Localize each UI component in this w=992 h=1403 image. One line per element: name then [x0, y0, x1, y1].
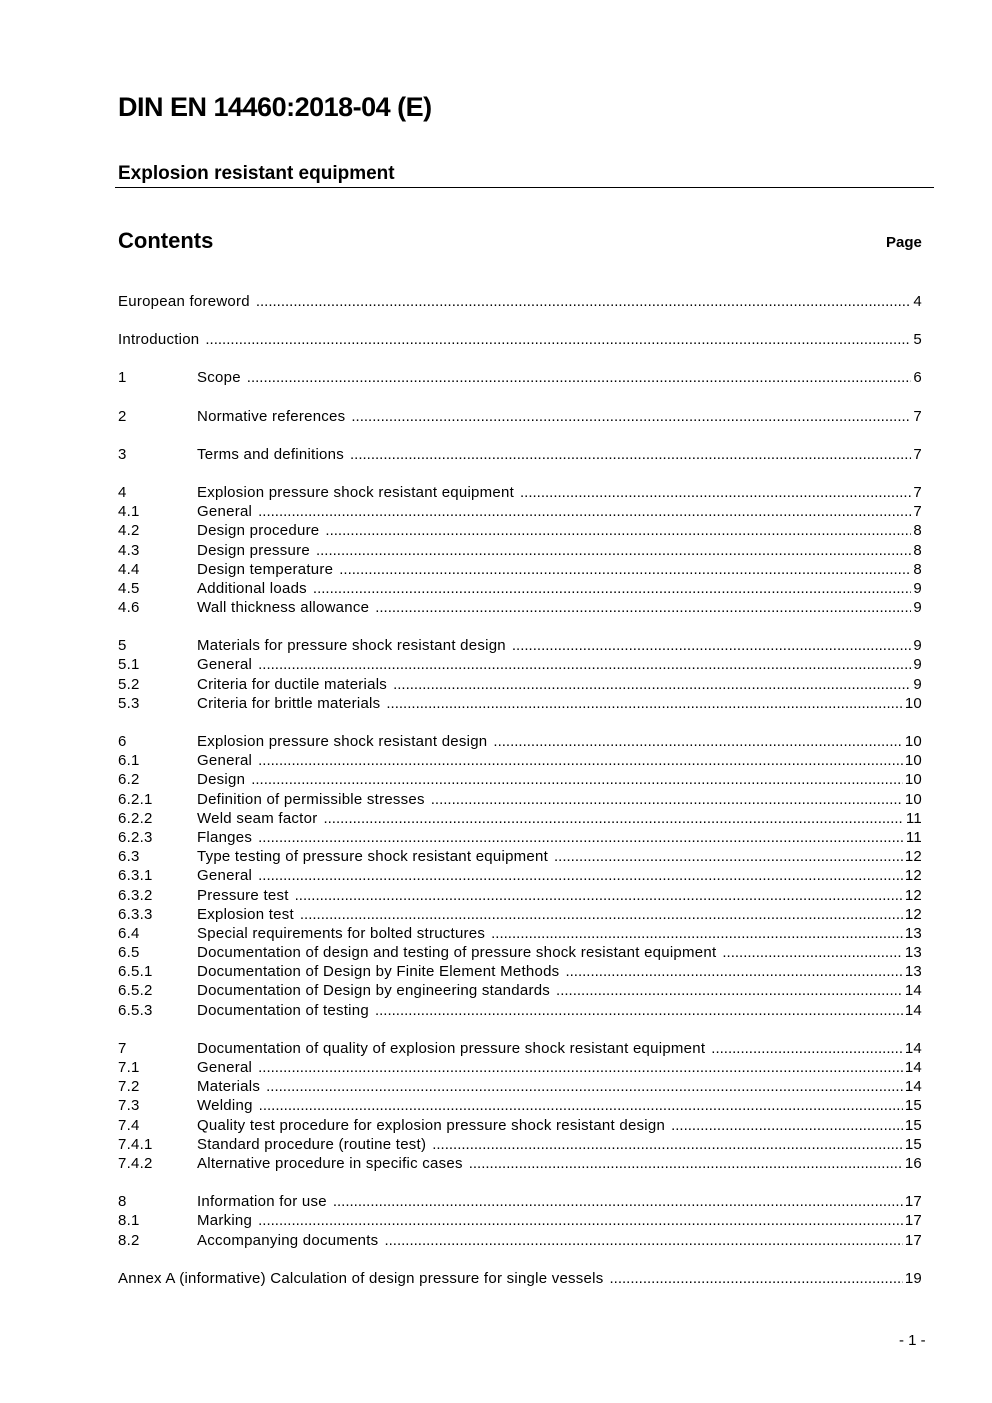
toc-dot-leader	[259, 1096, 903, 1115]
toc-entry[interactable]	[118, 502, 922, 521]
toc-entry-title: Terms and definitions	[197, 445, 344, 463]
toc-dot-leader	[333, 1192, 903, 1211]
toc-entry-number: 7.4	[118, 1116, 140, 1134]
toc-group	[118, 1269, 922, 1288]
toc-entry-number: 8.2	[118, 1231, 140, 1249]
toc-entry-number: 4.2	[118, 522, 140, 540]
toc-entry-page: 13	[904, 924, 922, 942]
contents-heading: Contents	[118, 228, 214, 253]
toc-entry-title: Documentation of Design by Finite Element Methods	[197, 963, 560, 981]
toc-dot-leader	[313, 579, 911, 598]
toc-dot-leader	[609, 1269, 902, 1288]
toc-entry[interactable]	[118, 483, 922, 502]
toc-entry[interactable]	[118, 809, 922, 828]
toc-entry[interactable]	[118, 1154, 922, 1173]
toc-entry-title: General	[197, 656, 253, 674]
toc-entry-title: Standard procedure (routine test)	[197, 1135, 427, 1153]
toc-dot-leader	[323, 809, 903, 828]
toc-group	[118, 732, 922, 1020]
toc-entry-page: 10	[904, 771, 922, 789]
toc-entry-number: 4	[118, 483, 127, 501]
toc-dot-leader	[316, 541, 911, 560]
toc-entry-number: 5.2	[118, 675, 140, 693]
title-divider	[115, 187, 934, 188]
toc-group	[118, 407, 922, 426]
toc-entry-number: 4.1	[118, 503, 140, 521]
toc-entry[interactable]	[118, 579, 922, 598]
toc-entry[interactable]	[118, 1116, 922, 1135]
toc-entry[interactable]	[118, 1135, 922, 1154]
toc-entry[interactable]	[118, 1192, 922, 1211]
toc-entry-number: 6.2.1	[118, 790, 153, 808]
toc-entry[interactable]	[118, 694, 922, 713]
toc-entry-title: Documentation of testing	[197, 1001, 369, 1019]
toc-dot-leader	[205, 330, 911, 349]
toc-entry-title: Design pressure	[197, 541, 310, 559]
toc-entry-page: 10	[904, 694, 922, 712]
toc-entry-number: 6.2	[118, 771, 140, 789]
toc-entry-page: 14	[904, 1001, 922, 1019]
toc-entry[interactable]	[118, 445, 922, 464]
toc-entry-page: 9	[913, 656, 922, 674]
toc-entry-title: Documentation of Design by engineering standards	[197, 982, 551, 1000]
toc-entry-title: Type testing of pressure shock resistant equipment	[197, 848, 549, 866]
toc-dot-leader	[375, 1001, 903, 1020]
toc-entry[interactable]	[118, 828, 922, 847]
toc-dot-leader	[247, 368, 912, 387]
toc-entry-page: 10	[904, 790, 922, 808]
toc-entry-number: 5.3	[118, 694, 140, 712]
toc-entry-title: Explosion pressure shock resistant equipment	[197, 483, 514, 501]
toc-dot-leader	[300, 905, 903, 924]
toc-entry-title: Documentation of design and testing of pressure shock resistant equipment	[197, 944, 717, 962]
toc-entry-number: 5.1	[118, 656, 140, 674]
toc-dot-leader	[258, 828, 904, 847]
toc-group	[118, 368, 922, 387]
toc-entry-title: Materials for pressure shock resistant design	[197, 637, 506, 655]
toc-dot-leader	[432, 1135, 903, 1154]
toc-dot-leader	[386, 694, 902, 713]
toc-entry-page: 13	[904, 963, 922, 981]
toc-entry[interactable]	[118, 1269, 922, 1288]
toc-entry-number: 7.2	[118, 1078, 140, 1096]
toc-dot-leader	[384, 1231, 902, 1250]
toc-entry-title: Accompanying documents	[197, 1231, 379, 1249]
toc-entry-title: Design procedure	[197, 522, 320, 540]
toc-entry-number: 6.5.3	[118, 1001, 153, 1019]
toc-group	[118, 636, 922, 713]
toc-entry-page: 7	[913, 503, 922, 521]
toc-entry-number: 7.4.2	[118, 1154, 153, 1172]
toc-entry[interactable]	[118, 1077, 922, 1096]
toc-entry-title: Explosion pressure shock resistant design	[197, 733, 488, 750]
toc-entry-page: 6	[913, 369, 922, 387]
toc-entry[interactable]	[118, 1058, 922, 1077]
toc-entry-page: 12	[904, 848, 922, 866]
toc-dot-leader	[520, 483, 911, 502]
page-number: - 1 -	[899, 1332, 926, 1349]
toc-dot-leader	[258, 1211, 903, 1230]
toc-entry-page: 10	[904, 752, 922, 770]
toc-entry-page: 12	[904, 867, 922, 885]
toc-entry-title: Weld seam factor	[197, 809, 318, 827]
toc-dot-leader	[556, 981, 903, 1000]
toc-dot-leader	[258, 751, 903, 770]
toc-entry[interactable]	[118, 943, 922, 962]
toc-entry-page: 12	[904, 905, 922, 923]
toc-dot-leader	[512, 636, 912, 655]
toc-entry-page: 17	[904, 1231, 922, 1249]
toc-group	[118, 483, 922, 617]
toc-entry-number: 8	[118, 1193, 127, 1211]
toc-entry-number: 6.4	[118, 924, 140, 942]
toc-entry[interactable]	[118, 368, 922, 387]
toc-entry-title: European foreword	[118, 293, 250, 310]
toc-entry-title: Welding	[197, 1097, 253, 1115]
toc-entry-page: 17	[904, 1212, 922, 1230]
toc-dot-leader	[350, 445, 911, 464]
toc-entry-number: 5	[118, 637, 127, 655]
toc-entry[interactable]	[118, 407, 922, 426]
toc-dot-leader	[469, 1154, 903, 1173]
toc-group	[118, 330, 922, 349]
toc-entry-page: 11	[905, 828, 922, 846]
toc-entry-page: 15	[904, 1116, 922, 1134]
toc-entry-page: 17	[904, 1193, 922, 1211]
toc-entry-page: 12	[904, 886, 922, 904]
toc-entry[interactable]	[118, 655, 922, 674]
toc-dot-leader	[711, 1039, 903, 1058]
document-id: DIN EN 14460:2018-04 (E)	[118, 92, 432, 122]
toc-entry[interactable]	[118, 847, 922, 866]
toc-entry-number: 3	[118, 445, 127, 463]
toc-dot-leader	[256, 292, 912, 311]
table-of-contents	[118, 292, 922, 1307]
toc-entry-title: Flanges	[197, 828, 253, 846]
toc-entry-page: 16	[904, 1154, 922, 1172]
toc-entry[interactable]	[118, 1039, 922, 1058]
toc-entry-number: 6	[118, 733, 127, 750]
toc-entry-number: 6.2.3	[118, 828, 153, 846]
toc-entry-page: 15	[904, 1135, 922, 1153]
toc-dot-leader	[491, 924, 903, 943]
toc-entry-title: General	[197, 752, 253, 770]
toc-dot-leader	[375, 598, 911, 617]
toc-entry-page: 10	[904, 733, 922, 750]
toc-entry-title: Normative references	[197, 407, 346, 425]
toc-dot-leader	[351, 407, 911, 426]
toc-entry[interactable]	[118, 905, 922, 924]
toc-entry-title: Wall thickness allowance	[197, 599, 370, 617]
toc-entry-number: 6.3.3	[118, 905, 153, 923]
toc-entry-number: 6.5.1	[118, 963, 153, 981]
toc-entry-page: 9	[913, 579, 922, 597]
toc-dot-leader	[671, 1116, 903, 1135]
toc-entry-page: 7	[913, 407, 922, 425]
toc-entry[interactable]	[118, 751, 922, 770]
toc-entry-number: 6.3	[118, 848, 140, 866]
toc-entry-title: Information for use	[197, 1193, 327, 1211]
toc-entry-title: Special requirements for bolted structures	[197, 924, 486, 942]
toc-entry[interactable]	[118, 521, 922, 540]
toc-entry-title: Alternative procedure in specific cases	[197, 1154, 463, 1172]
toc-entry[interactable]	[118, 1231, 922, 1250]
toc-entry-number: 6.3.1	[118, 867, 153, 885]
toc-dot-leader	[554, 847, 903, 866]
toc-entry-title: Definition of permissible stresses	[197, 790, 425, 808]
toc-entry-page: 14	[904, 982, 922, 1000]
toc-entry-title: General	[197, 1059, 253, 1076]
toc-dot-leader	[258, 866, 903, 885]
toc-group	[118, 292, 922, 311]
toc-group	[118, 445, 922, 464]
toc-dot-leader	[258, 502, 911, 521]
toc-entry-page: 9	[913, 599, 922, 617]
toc-entry[interactable]	[118, 1211, 922, 1230]
toc-dot-leader	[339, 560, 911, 579]
toc-entry-number: 4.6	[118, 599, 140, 617]
toc-entry-page: 7	[913, 445, 922, 463]
toc-entry-number: 6.2.2	[118, 809, 153, 827]
toc-entry-number: 6.1	[118, 752, 140, 770]
toc-entry[interactable]	[118, 886, 922, 905]
toc-entry-number: 7	[118, 1039, 127, 1057]
toc-entry[interactable]	[118, 560, 922, 579]
toc-entry-title: Design temperature	[197, 560, 334, 578]
toc-entry[interactable]	[118, 1096, 922, 1115]
toc-entry-page: 8	[913, 560, 922, 578]
toc-entry[interactable]	[118, 330, 922, 349]
toc-group	[118, 1039, 922, 1173]
toc-entry-page: 13	[904, 944, 922, 962]
toc-entry[interactable]	[118, 981, 922, 1000]
toc-entry-number: 6.5.2	[118, 982, 153, 1000]
toc-entry-number: 4.4	[118, 560, 140, 578]
toc-entry-title: General	[197, 867, 253, 885]
toc-dot-leader	[493, 732, 902, 751]
toc-entry-page: 14	[904, 1059, 922, 1076]
toc-entry-page: 7	[913, 483, 922, 501]
page-column-heading: Page	[886, 234, 922, 251]
toc-entry-title: Introduction	[118, 331, 200, 349]
toc-entry[interactable]	[118, 598, 922, 617]
toc-entry-number: 4.3	[118, 541, 140, 559]
toc-entry-title: Marking	[197, 1212, 253, 1230]
toc-entry-title: Annex A (informative) Calculation of design pressure for single vessels	[118, 1269, 604, 1287]
toc-entry-number: 6.3.2	[118, 886, 153, 904]
toc-entry[interactable]	[118, 732, 922, 751]
toc-dot-leader	[251, 770, 903, 789]
toc-dot-leader	[295, 886, 903, 905]
toc-dot-leader	[325, 521, 911, 540]
toc-entry-number: 4.5	[118, 579, 140, 597]
toc-entry[interactable]	[118, 541, 922, 560]
toc-entry-page: 8	[913, 522, 922, 540]
toc-group	[118, 1192, 922, 1250]
toc-dot-leader	[258, 1058, 903, 1077]
toc-entry[interactable]	[118, 636, 922, 655]
document-subtitle: Explosion resistant equipment	[118, 163, 395, 184]
toc-entry-page: 14	[904, 1078, 922, 1096]
toc-entry-number: 7.1	[118, 1059, 140, 1076]
toc-entry-number: 6.5	[118, 944, 140, 962]
toc-entry-page: 9	[913, 637, 922, 655]
toc-dot-leader	[565, 962, 902, 981]
toc-entry-title: Materials	[197, 1078, 261, 1096]
toc-dot-leader	[266, 1077, 903, 1096]
toc-entry-number: 7.4.1	[118, 1135, 153, 1153]
toc-entry-title: Criteria for ductile materials	[197, 675, 388, 693]
toc-entry-page: 4	[913, 293, 922, 310]
toc-entry[interactable]	[118, 962, 922, 981]
toc-entry-number: 1	[118, 369, 127, 387]
toc-entry-title: Quality test procedure for explosion pressure shock resistant design	[197, 1116, 666, 1134]
toc-entry[interactable]	[118, 790, 922, 809]
toc-dot-leader	[722, 943, 902, 962]
toc-entry-title: Pressure test	[197, 886, 289, 904]
toc-entry-title: Design	[197, 771, 246, 789]
toc-entry-page: 14	[904, 1039, 922, 1057]
toc-dot-leader	[431, 790, 903, 809]
toc-entry-number: 7.3	[118, 1097, 140, 1115]
toc-entry-title: Criteria for brittle materials	[197, 694, 381, 712]
toc-entry[interactable]	[118, 1001, 922, 1020]
toc-entry-title: Scope	[197, 369, 241, 387]
toc-entry[interactable]	[118, 924, 922, 943]
toc-entry-page: 15	[904, 1097, 922, 1115]
toc-dot-leader	[393, 675, 911, 694]
toc-entry[interactable]	[118, 770, 922, 789]
toc-entry[interactable]	[118, 292, 922, 311]
toc-entry-title: Explosion test	[197, 905, 294, 923]
toc-entry-page: 11	[905, 809, 922, 827]
toc-entry-page: 9	[913, 675, 922, 693]
toc-entry[interactable]	[118, 866, 922, 885]
toc-entry-number: 2	[118, 407, 127, 425]
toc-entry-title: Documentation of quality of explosion pressure shock resistant equipment	[197, 1039, 706, 1057]
toc-entry-page: 5	[913, 331, 922, 349]
toc-entry[interactable]	[118, 675, 922, 694]
toc-entry-title: Additional loads	[197, 579, 307, 597]
toc-entry-page: 19	[904, 1269, 922, 1287]
toc-entry-page: 8	[913, 541, 922, 559]
toc-entry-title: General	[197, 503, 253, 521]
toc-dot-leader	[258, 655, 911, 674]
toc-entry-number: 8.1	[118, 1212, 140, 1230]
